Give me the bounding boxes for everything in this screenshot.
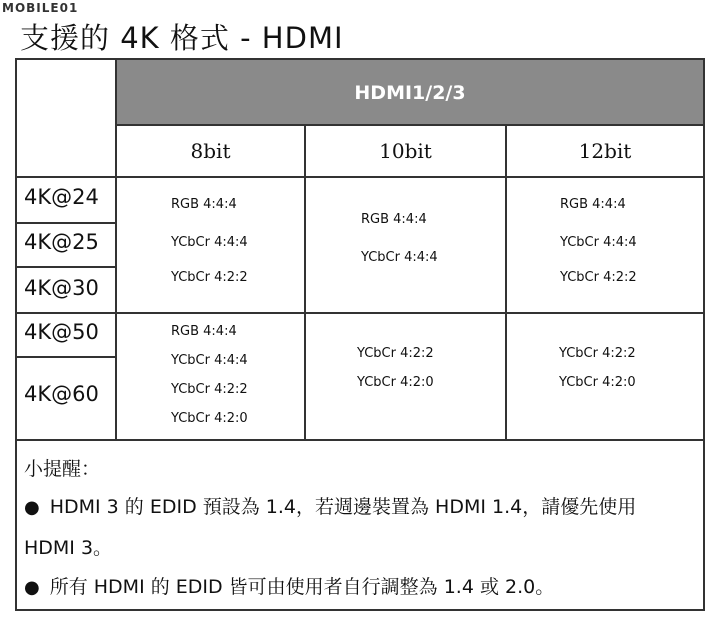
note-item <box>24 572 554 599</box>
format-entry: YCbCr 4:4:4 <box>560 235 637 250</box>
page-title: 支援的 4K 格式 - HDMI <box>20 21 344 55</box>
row-label-4k50: 4K@50 <box>24 320 99 344</box>
format-entry: RGB 4:4:4 <box>171 197 237 212</box>
note-continuation: HDMI 3。 <box>24 537 113 559</box>
divider <box>15 356 117 358</box>
note-text: HDMI 3 的 EDID 預設為 1.4，若週邊裝置為 HDMI 1.4，請優先使用 <box>49 496 637 518</box>
format-entry: YCbCr 4:4:4 <box>171 353 248 368</box>
format-entry: YCbCr 4:2:0 <box>559 375 636 390</box>
note-text: 所有 HDMI 的 EDID 皆可由使用者自行調整為 1.4 或 2.0。 <box>49 576 555 598</box>
column-header-10bit: 10bit <box>379 138 432 163</box>
format-entry: YCbCr 4:2:2 <box>357 346 434 361</box>
format-entry: RGB 4:4:4 <box>171 324 237 339</box>
divider <box>15 312 705 314</box>
divider <box>15 176 705 178</box>
format-entry: YCbCr 4:2:0 <box>171 411 248 426</box>
note-item <box>24 492 636 519</box>
bullet-icon: ● <box>24 497 40 518</box>
bullet-icon: ● <box>24 577 40 598</box>
column-header-8bit: 8bit <box>190 138 231 163</box>
mobile01-logo: MOBILE01 <box>2 1 79 15</box>
format-entry: YCbCr 4:2:2 <box>560 270 637 285</box>
row-label-4k60: 4K@60 <box>24 382 99 406</box>
row-label-4k30: 4K@30 <box>24 276 99 300</box>
format-entry: YCbCr 4:2:2 <box>171 270 248 285</box>
format-entry: RGB 4:4:4 <box>361 212 427 227</box>
divider <box>15 222 117 224</box>
format-entry: YCbCr 4:2:0 <box>357 375 434 390</box>
divider <box>115 58 117 440</box>
group-header: HDMI1/2/3 <box>117 60 703 125</box>
row-label-4k25: 4K@25 <box>24 230 99 254</box>
format-entry: RGB 4:4:4 <box>560 197 626 212</box>
divider <box>15 439 705 441</box>
column-header-12bit: 12bit <box>578 138 632 163</box>
notes-heading: 小提醒： <box>24 458 101 480</box>
format-entry: YCbCr 4:4:4 <box>171 235 248 250</box>
format-entry: YCbCr 4:2:2 <box>559 346 636 361</box>
format-entry: YCbCr 4:4:4 <box>361 250 438 265</box>
format-entry: YCbCr 4:2:2 <box>171 382 248 397</box>
divider <box>15 266 117 268</box>
row-label-4k24: 4K@24 <box>24 185 99 209</box>
